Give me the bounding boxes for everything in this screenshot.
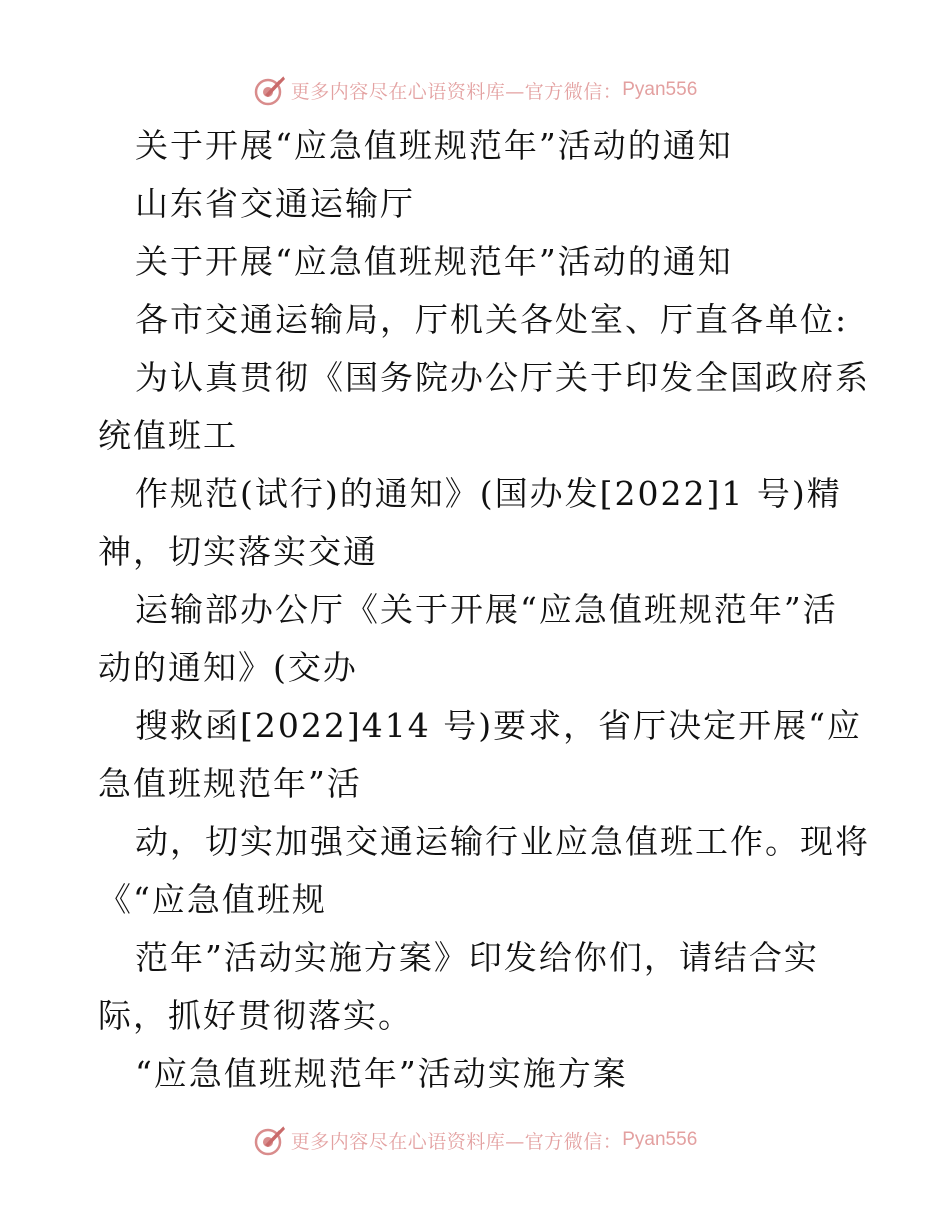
watermark-group [253,1123,698,1157]
body-line: 作规范(试行)的通知》(国办发[2022]1 号)精 [135,474,842,513]
quill-pen-logo-icon [253,1123,287,1157]
watermark-banner-bottom [0,1120,950,1160]
watermark-text: 更多内容尽在心语资料库—官方微信： [290,1130,623,1153]
body-line: 动，切实加强交通运输行业应急值班工作。现将 [135,822,870,861]
issuer-line: 山东省交通运输厅 [135,184,415,223]
title-line: 关于开展“应急值班规范年”活动的通知 [135,126,733,165]
body-line: 动的通知》(交办 [98,648,358,687]
heading-line: 关于开展“应急值班规范年”活动的通知 [135,242,733,281]
body-line: 际，抓好贯彻落实。 [98,996,413,1035]
addressee-line: 各市交通运输局，厅机关各处室、厅直各单位: [135,300,849,339]
body-line: 搜救函[2022]414 号)要求，省厅决定开展“应 [135,706,862,745]
watermark-wechat-id: Pyan556 [622,79,698,100]
body-line: 《“应急值班规 [98,880,327,919]
body-line: 急值班规范年”活 [98,764,362,803]
quill-pen-logo-icon [253,73,287,107]
body-line: 为认真贯彻《国务院办公厅关于印发全国政府系 [135,358,870,397]
watermark-wechat-id: Pyan556 [622,1129,698,1150]
body-line: 神，切实落实交通 [98,532,378,571]
section-heading: “应急值班规范年”活动实施方案 [135,1054,628,1093]
watermark-banner-top [0,70,950,110]
body-line: 统值班工 [98,416,238,455]
body-line: 运输部办公厅《关于开展“应急值班规范年”活 [135,590,838,629]
watermark-group [253,73,698,107]
body-line: 范年”活动实施方案》印发给你们，请结合实 [135,938,819,977]
watermark-text: 更多内容尽在心语资料库—官方微信： [290,80,623,103]
